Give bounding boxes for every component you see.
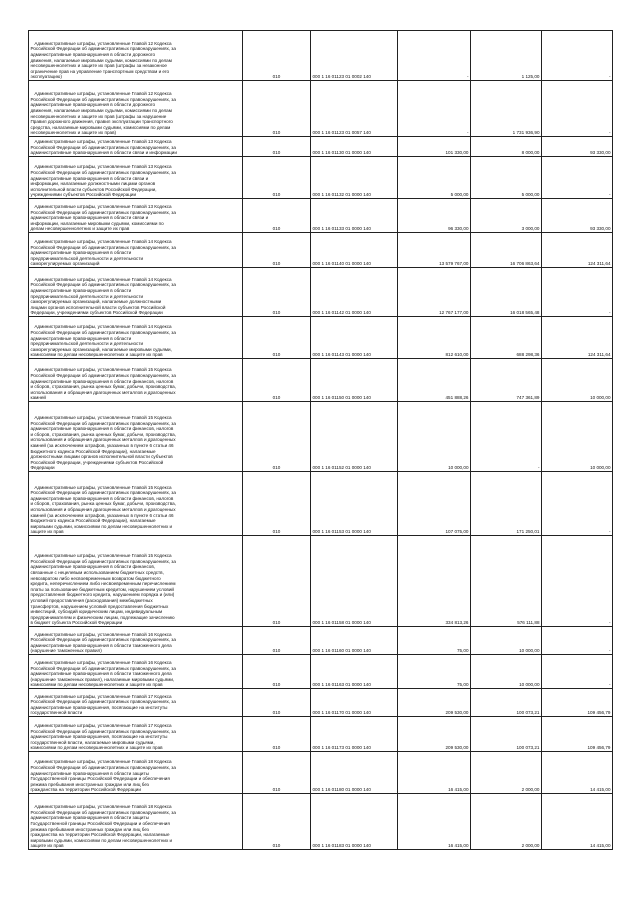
row-approved: 334 813,26 — [398, 536, 471, 627]
row-code: 010 — [243, 137, 311, 157]
row-unexecuted: 14 415,00 — [542, 794, 613, 850]
row-kbk: 000 1 16 01123 01 0002 140 — [311, 31, 398, 81]
row-name: Административные штрафы, установленные Главой 13 Кодекса Российской Федерации об административных правонарушениях, за административные правонарушения в области связи и информации, налагаемые должностными лицами органов исполнительной власти субъектов Российской Федерации, учреждениями субъектов Российской Федерации — [29, 157, 243, 199]
row-executed: 5 000,00 — [471, 157, 542, 199]
row-unexecuted: - — [542, 536, 613, 627]
row-executed: 2 000,00 — [471, 794, 542, 850]
row-unexecuted: 124 311,64 — [542, 233, 613, 268]
row-approved: 451 888,26 — [398, 359, 471, 402]
row-kbk: 000 1 16 01143 01 0000 140 — [311, 317, 398, 359]
row-unexecuted: 124 311,64 — [542, 317, 613, 359]
row-kbk: 000 1 16 01163 01 0000 140 — [311, 655, 398, 689]
table-row — [29, 536, 613, 627]
row-unexecuted: - — [542, 655, 613, 689]
row-name: Административные штрафы, установленные Главой 15 Кодекса Российской Федерации об административных правонарушениях, за административные правонарушения в области финансов, налогов и сборов, страхования, рынка ценных бумаг, добычи, производства, использования и обращения драгоценных металлов и драгоценных камней (за исключением штрафов, указанных в пункте 6 статьи 46 Бюджетного кодекса Российской Федерации), налагаемые должностными лицами органов исполнительной власти субъектов Российской Федерации, учреждениями субъектов Российской Федерации — [29, 402, 243, 472]
row-name: Административные штрафы, установленные Главой 13 Кодекса Российской Федерации об административных правонарушениях, за административные правонарушения в области связи и информации — [29, 137, 243, 157]
row-code: 010 — [243, 359, 311, 402]
row-kbk: 000 1 16 01170 01 0000 140 — [311, 689, 398, 717]
row-executed: 576 111,88 — [471, 536, 542, 627]
revenue-table — [28, 30, 613, 850]
row-name: Административные штрафы, установленные Главой 15 Кодекса Российской Федерации об административных правонарушениях, за административные правонарушения в области финансов, налогов и сборов, страхования, рынка ценных бумаг, добычи, производства, использования и обращения драгоценных металлов и драгоценных камней — [29, 359, 243, 402]
row-executed: 1 125,00 — [471, 31, 542, 81]
row-code: 010 — [243, 794, 311, 850]
row-approved: - — [398, 81, 471, 137]
row-kbk: 000 1 16 01183 01 0000 140 — [311, 794, 398, 850]
row-kbk: 000 1 16 01152 01 0000 140 — [311, 402, 398, 472]
row-code: 010 — [243, 717, 311, 752]
table-row — [29, 359, 613, 402]
row-kbk: 000 1 16 01133 01 0000 140 — [311, 199, 398, 233]
row-kbk: 000 1 16 01173 01 0000 140 — [311, 717, 398, 752]
row-approved: 209 530,00 — [398, 689, 471, 717]
row-name: Административные штрафы, установленные Главой 16 Кодекса Российской Федерации об административных правонарушениях, за административные правонарушения в области таможенного дела (нарушение таможенных правил), налагаемые мировыми судьями, комиссиями по делам несовершеннолетних и защите их прав — [29, 655, 243, 689]
row-executed: 16 706 863,64 — [471, 233, 542, 268]
row-approved: 209 530,00 — [398, 717, 471, 752]
table-row — [29, 794, 613, 850]
row-kbk: 000 1 16 01123 01 0057 140 — [311, 81, 398, 137]
row-name: Административные штрафы, установленные Главой 14 Кодекса Российской Федерации об административных правонарушениях, за административные правонарушения в области предпринимательской деятельности и деятельности саморегулируемых организаций, налагаемые должностными лицами органов исполнительной власти субъектов Российской Федерации, учреждениями субъектов Российской Федерации — [29, 268, 243, 317]
table-row — [29, 81, 613, 137]
row-name: Административные штрафы, установленные Главой 13 Кодекса Российской Федерации об административных правонарушениях, за административные правонарушения в области связи и информации, налагаемые мировыми судьями, комиссиями по делам несовершеннолетних и защите их прав — [29, 199, 243, 233]
row-approved: 16 415,00 — [398, 752, 471, 794]
row-unexecuted: - — [542, 31, 613, 81]
row-unexecuted: - — [542, 81, 613, 137]
table-row — [29, 157, 613, 199]
row-approved: 101 330,00 — [398, 137, 471, 157]
row-approved: 16 415,00 — [398, 794, 471, 850]
row-kbk: 000 1 16 01153 01 0000 140 — [311, 472, 398, 536]
row-unexecuted: - — [542, 627, 613, 655]
row-executed: 16 018 565,48 — [471, 268, 542, 317]
row-name: Административные штрафы, установленные Главой 15 Кодекса Российской Федерации об административных правонарушениях, за административные правонарушения в области финансов, налогов и сборов, страхования, рынка ценных бумаг, добычи, производства, использования и обращения драгоценных металлов и драгоценных камней (за исключением штрафов, указанных в пункте 6 статьи 46 Бюджетного кодекса Российской Федерации), налагаемые мировыми судьями, комиссиями по делам несовершеннолетних и защите их прав — [29, 472, 243, 536]
row-code: 010 — [243, 233, 311, 268]
row-unexecuted: - — [542, 157, 613, 199]
row-unexecuted: 10 000,00 — [542, 359, 613, 402]
row-approved: 96 330,00 — [398, 199, 471, 233]
row-code: 010 — [243, 655, 311, 689]
table-row — [29, 717, 613, 752]
row-approved: 107 075,00 — [398, 472, 471, 536]
row-executed: 2 000,00 — [471, 752, 542, 794]
row-kbk: 000 1 16 01140 01 0000 140 — [311, 233, 398, 268]
row-unexecuted: - — [542, 472, 613, 536]
row-unexecuted: 93 330,00 — [542, 199, 613, 233]
row-approved: 75,00 — [398, 627, 471, 655]
table-row — [29, 199, 613, 233]
row-approved: 75,00 — [398, 655, 471, 689]
table-row — [29, 402, 613, 472]
row-approved: 10 000,00 — [398, 402, 471, 472]
row-unexecuted: 93 330,00 — [542, 137, 613, 157]
row-executed: 10 000,00 — [471, 627, 542, 655]
row-unexecuted: 10 000,00 — [542, 402, 613, 472]
row-name: Административные штрафы, установленные Главой 18 Кодекса Российской Федерации об административных правонарушениях, за административные правонарушения в области защиты Государственной границы Российской Федерации и обеспечения режима пребывания иностранных граждан или лиц без гражданства на территории Российской Федерации, налагаемые мировыми судьями, комиссиями по делам несовершеннолетних и защите их прав — [29, 794, 243, 850]
row-kbk: 000 1 16 01132 01 0000 140 — [311, 157, 398, 199]
row-unexecuted: 14 415,00 — [542, 752, 613, 794]
row-name: Административные штрафы, установленные Главой 16 Кодекса Российской Федерации об административных правонарушениях, за административные правонарушения в области таможенного дела (нарушение таможенных правил) — [29, 627, 243, 655]
row-approved: 13 579 767,00 — [398, 233, 471, 268]
row-executed: 100 073,21 — [471, 689, 542, 717]
row-name: Административные штрафы, установленные Главой 18 Кодекса Российской Федерации об административных правонарушениях, за административные правонарушения в области защиты Государственной границы Российской Федерации и обеспечения режима пребывания иностранных граждан или лиц без гражданства на территории Российской Федерации — [29, 752, 243, 794]
row-name: Административные штрафы, установленные Главой 17 Кодекса Российской Федерации об административных правонарушениях, за административные правонарушения, посягающие на институты государственной власти — [29, 689, 243, 717]
row-code: 010 — [243, 268, 311, 317]
row-name: Административные штрафы, установленные Главой 12 Кодекса Российской Федерации об административных правонарушениях, за административные правонарушения в области дорожного движения, налагаемые мировыми судьями, комиссиями по делам несовершеннолетних и защите их прав (штрафы за незаконное ограничение прав на управление транспортным средством и его эксплуатацию) — [29, 31, 243, 81]
row-executed: 1 731 936,90 — [471, 81, 542, 137]
row-name: Административные штрафы, установленные Главой 17 Кодекса Российской Федерации об административных правонарушениях, за административные правонарушения, посягающие на институты государственной власти, налагаемые мировыми судьями, комиссиями по делам несовершеннолетних и защите их прав — [29, 717, 243, 752]
row-approved: - — [398, 31, 471, 81]
row-kbk: 000 1 16 01150 01 0000 140 — [311, 359, 398, 402]
row-code: 010 — [243, 157, 311, 199]
row-unexecuted: - — [542, 268, 613, 317]
row-executed: 747 361,89 — [471, 359, 542, 402]
table-row — [29, 627, 613, 655]
table-row — [29, 472, 613, 536]
table-row — [29, 655, 613, 689]
row-name: Административные штрафы, установленные Главой 14 Кодекса Российской Федерации об административных правонарушениях, за административные правонарушения в области предпринимательской деятельности и деятельности саморегулируемых организаций, налагаемые мировыми судьями, комиссиями по делам несовершеннолетних и защите их прав — [29, 317, 243, 359]
row-approved: 812 610,00 — [398, 317, 471, 359]
row-executed: 3 000,00 — [471, 199, 542, 233]
table-row — [29, 31, 613, 81]
row-kbk: 000 1 16 01142 01 0000 140 — [311, 268, 398, 317]
row-executed: 10 000,00 — [471, 655, 542, 689]
row-kbk: 000 1 16 01158 01 0000 140 — [311, 536, 398, 627]
row-code: 010 — [243, 81, 311, 137]
table-row — [29, 317, 613, 359]
row-kbk: 000 1 16 01130 01 0000 140 — [311, 137, 398, 157]
row-executed: 100 073,21 — [471, 717, 542, 752]
row-unexecuted: 109 456,79 — [542, 689, 613, 717]
row-executed: 8 000,00 — [471, 137, 542, 157]
row-name: Административные штрафы, установленные Главой 12 Кодекса Российской Федерации об административных правонарушениях, за административные правонарушения в области дорожного движения, налагаемые мировыми судьями, комиссиями по делам несовершеннолетних и защите их прав (штрафы за нарушение Правил дорожного движения, правил эксплуатации транспортного средства, налагаемые мировыми судьями, комиссиями по делам несовершеннолетних и защите их прав) — [29, 81, 243, 137]
row-code: 010 — [243, 199, 311, 233]
row-code: 010 — [243, 31, 311, 81]
row-executed: 688 298,36 — [471, 317, 542, 359]
row-unexecuted: 109 456,79 — [542, 717, 613, 752]
row-code: 010 — [243, 402, 311, 472]
table-row — [29, 137, 613, 157]
row-code: 010 — [243, 689, 311, 717]
row-code: 010 — [243, 472, 311, 536]
row-kbk: 000 1 16 01160 01 0000 140 — [311, 627, 398, 655]
row-approved: 5 000,00 — [398, 157, 471, 199]
table-row — [29, 268, 613, 317]
row-name: Административные штрафы, установленные Главой 15 Кодекса Российской Федерации об административных правонарушениях, за административные правонарушения в области финансов, связанные с нецелевым использованием бюджетных средств, невозвратом либо несвоевременным возвратом бюджетного кредита, неперечислением либо несвоевременным перечислением платы за пользование бюджетным кредитом, нарушением условий предоставления бюджетного кредита, нарушением порядка и (или) условий предоставления (расходования) межбюджетных трансфертов, нарушением условий предоставления бюджетных инвестиций, субсидий юридическим лицам, индивидуальным предпринимателям и физическим лицам, подлежащие зачислению в бюджет субъекта Российской Федерации — [29, 536, 243, 627]
table-row — [29, 689, 613, 717]
row-code: 010 — [243, 627, 311, 655]
row-executed: - — [471, 402, 542, 472]
table-row — [29, 233, 613, 268]
table-body — [29, 31, 613, 850]
row-executed: 171 250,01 — [471, 472, 542, 536]
table-row — [29, 752, 613, 794]
row-code: 010 — [243, 536, 311, 627]
row-code: 010 — [243, 752, 311, 794]
row-name: Административные штрафы, установленные Главой 14 Кодекса Российской Федерации об административных правонарушениях, за административные правонарушения в области предпринимательской деятельности и деятельности саморегулируемых организаций — [29, 233, 243, 268]
row-kbk: 000 1 16 01180 01 0000 140 — [311, 752, 398, 794]
row-code: 010 — [243, 317, 311, 359]
row-approved: 12 767 177,00 — [398, 268, 471, 317]
